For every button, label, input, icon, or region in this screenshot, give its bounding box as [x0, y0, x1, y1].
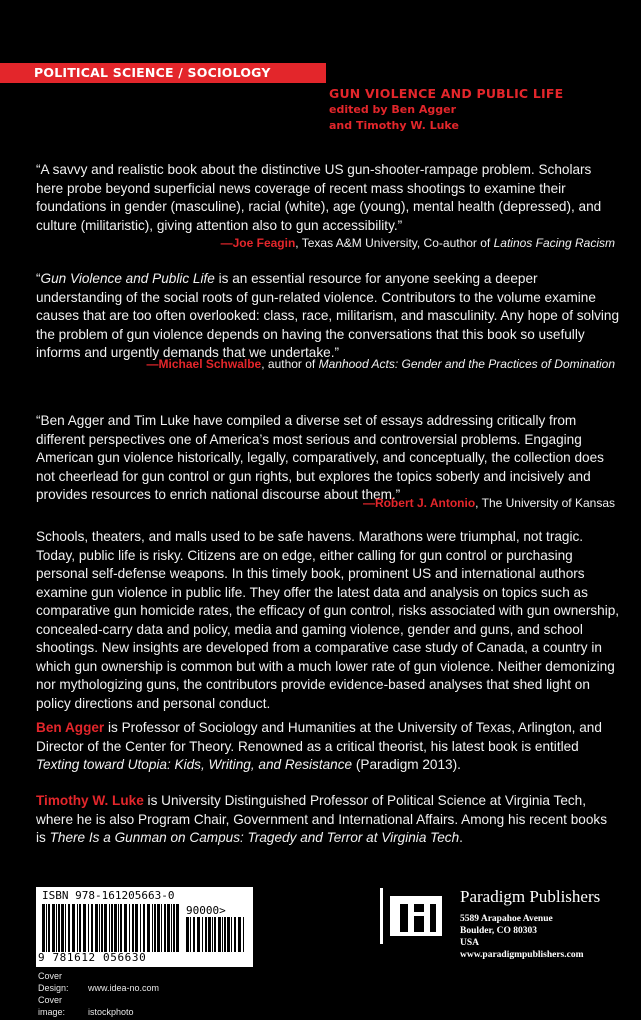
barcode-bars	[42, 904, 180, 952]
blurb-3-name: —Robert J. Antonio	[362, 496, 476, 510]
category-banner	[0, 63, 326, 83]
blurb-1-work: Latinos Facing Racism	[493, 236, 615, 250]
publisher-address-1: 5589 Arapahoe Avenue	[460, 914, 553, 924]
bio-1-text: is Professor of Sociology and Humanities at the University of Texas, Arlington, and Director of the Center for Theory. Renowned as a critical theorist, his latest book is entitled	[36, 720, 602, 754]
bio-1-tail: (Paradigm 2013).	[352, 757, 461, 772]
publisher-website: www.paradigmpublishers.com	[460, 950, 584, 960]
bio-1-book: Texting toward Utopia: Kids, Writing, and Resistance	[36, 757, 353, 772]
editors-line-2: and Timothy W. Luke	[329, 119, 459, 132]
book-description: Schools, theaters, and malls used to be safe havens. Marathons were triumphal, not tragic. Today, public life is risky. Citizens are on edge, either calling for gun control or purchasing personal self-defense weapons. In this timely book, prominent US and international authors examine gun violence in public life. They offer the latest data and analysis on topics such as comparative gun homicide rates, the efficacy of gun control, risks associated with gun ownership, concealed-carry data and policy, media and gaming violence, gender and guns, and school shootings. New insights are developed from a comparative case study of Canada, a country in which gun ownership is common but with a much lower rate of gun violence. Neither demonizing nor mythologizing guns, the contributors provide evidence-based analyses that shed light on policy directions and personal conduct.	[36, 529, 620, 711]
addon-barcode-bars	[186, 917, 246, 952]
bio-ben-agger	[36, 719, 620, 775]
bio-1-name: Ben Agger	[36, 720, 105, 735]
category-label: POLITICAL SCIENCE / SOCIOLOGY	[34, 65, 271, 80]
blurb-2-quote: “Gun Violence and Public Life is an essential resource for anyone seeking a deeper understanding of the social roots of gun-related violence. Contributors to the volume examine causes that are too often overlooked: class, race, militarism, and masculinity. Any hope of solving the problem of gun violence depends on having the conversations that this book so usefully informs and urgently demands that we undertake.”	[36, 271, 620, 360]
blurb-3-affiliation: , The University of Kansas	[475, 496, 615, 510]
blurb-2-title: Gun Violence and Public Life	[40, 271, 215, 286]
blurb-2-affiliation: , author of	[261, 357, 319, 371]
isbn-number: ISBN 978-161205663-0	[42, 889, 175, 902]
blurb-2-attribution	[147, 357, 615, 371]
blurb-3-quote: “Ben Agger and Tim Luke have compiled a diverse set of essays addressing critically from different perspectives one of America’s most serious and controversial problems. Engaging American gun violence historically, legally, comparatively, and conceptually, the collection does not cheerlead for gun control or gun rights, but explores the topics soberly and incisively and provides resources to enrich national discourse about them.”	[36, 413, 604, 502]
bio-2-name: Timothy W. Luke	[36, 793, 144, 808]
bio-2-tail: .	[459, 830, 463, 845]
blurb-1-affiliation: , Texas A&M University, Co-author of	[295, 236, 494, 250]
image-label: Cover image:	[38, 995, 66, 1017]
image-value: istockphoto	[88, 1007, 134, 1017]
blurb-2-body: is an essential resource for anyone seeking a deeper understanding of the social roots of gun-related violence. Contributors to the volume examine causes that are too often overlooked: class, race, militarism, and masculinity. Any hope of solving the problem of gun violence depends on having the conversations that this book so usefully informs and urgently demands that we undertake.”	[36, 271, 620, 360]
blurb-3-attribution	[363, 496, 615, 510]
bio-2-text: is University Distinguished Professor of Political Science at Virginia Tech, where he is also Program Chair, Government and International Affairs. Among his recent books is	[36, 793, 607, 845]
publisher-logo-icon	[380, 888, 448, 944]
blurb-1-quote: “A savvy and realistic book about the distinctive US gun-shooter-rampage problem. Scholars here probe beyond superficial news coverage of recent mass shootings to examine their foundations in gender (masculine), racial (white), age (young), mental health (depressed), and culture (militaristic), giving attention also to gun accessibility.”	[36, 162, 602, 233]
price-code: 90000>	[186, 904, 226, 917]
editors-line-1: edited by Ben Agger	[329, 103, 457, 116]
publisher-address-2: Boulder, CO 80303	[460, 926, 537, 936]
blurb-1-name: —Joe Feagin	[220, 236, 296, 250]
blurb-2-name: —Michael Schwalbe	[146, 357, 262, 371]
blurb-2-work: Manhood Acts: Gender and the Practices of Domination	[318, 357, 615, 371]
bio-timothy-luke	[36, 792, 620, 848]
publisher-country: USA	[460, 938, 480, 948]
bio-2-book: There Is a Gunman on Campus: Tragedy and Terror at Virginia Tech	[49, 830, 460, 845]
design-label: Cover Design:	[38, 971, 69, 993]
publisher-name: Paradigm Publishers	[460, 887, 601, 906]
title-block	[329, 86, 563, 134]
barcode-digits: 9 781612 056630	[38, 951, 147, 964]
design-value: www.idea-no.com	[88, 983, 160, 993]
isbn-barcode	[36, 887, 253, 967]
book-title: GUN VIOLENCE AND PUBLIC LIFE	[329, 86, 564, 101]
blurb-1-attribution	[221, 236, 615, 250]
publisher-info	[460, 887, 600, 961]
cover-credits	[38, 970, 159, 1018]
